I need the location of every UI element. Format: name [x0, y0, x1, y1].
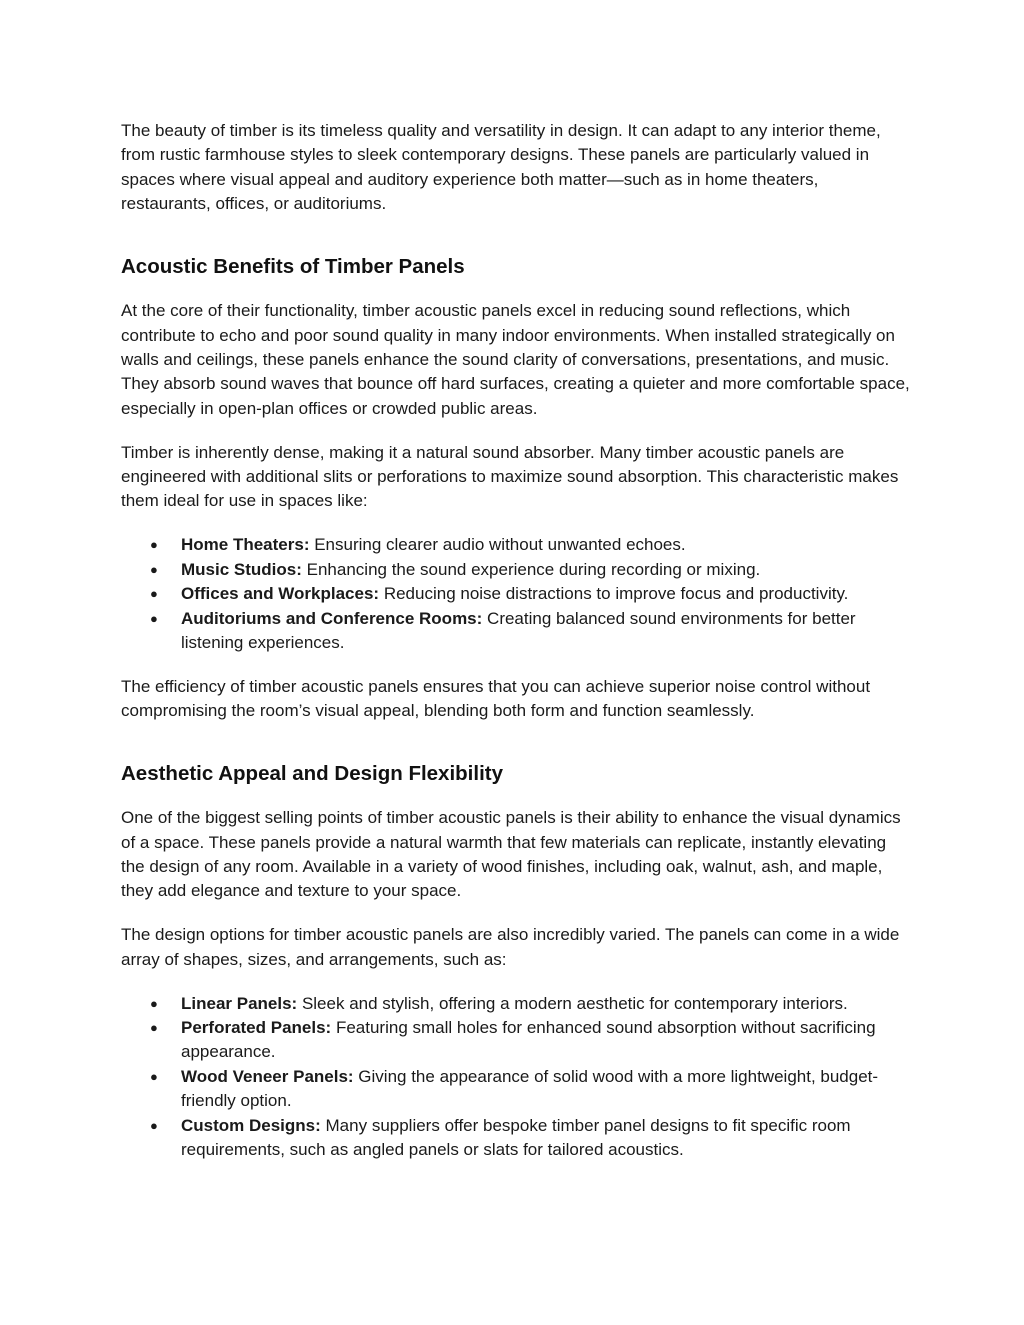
bullet-term: Music Studios: [181, 559, 302, 579]
bullet-text: Sleek and stylish, offering a modern aesthetic for contemporary interiors. [297, 993, 848, 1013]
section-heading-aesthetic: Aesthetic Appeal and Design Flexibility [121, 761, 503, 785]
acoustic-paragraph-3: The efficiency of timber acoustic panels ensures that you can achieve superior noise control without compromising the room’s visual appeal, blending both form and function seamlessly. [121, 676, 871, 721]
bullet-text: Reducing noise distractions to improve focus and productivity. [379, 584, 849, 604]
acoustic-paragraph-2: Timber is inherently dense, making it a natural sound absorber. Many timber acoustic panels are engineered with additional slits or perforations to maximize sound absorption. This characteristic makes them ideal for use in spaces like: [121, 442, 899, 511]
list-item [121, 1065, 911, 1114]
bullet-text: Enhancing the sound experience during recording or mixing. [301, 559, 761, 579]
document-page [121, 119, 911, 1163]
bullet-term: Custom Designs: [181, 1115, 321, 1135]
bullet-text: Ensuring clearer audio without unwanted echoes. [309, 535, 686, 555]
bullet-icon: ● [150, 537, 158, 553]
bullet-text: Giving the appearance of solid wood with a more lightweight, budget-friendly option. [181, 1066, 879, 1111]
list-item [121, 1016, 911, 1065]
list-item [121, 607, 911, 656]
bullet-icon: ● [150, 1020, 158, 1036]
bullet-text: Many suppliers offer bespoke timber panel designs to fit specific room requirements, such as angled panels or slats for tailored acoustics. [181, 1115, 851, 1160]
list-item [121, 992, 911, 1016]
bullet-term: Home Theaters: [181, 535, 310, 555]
bullet-icon: ● [150, 1068, 158, 1084]
list-item [121, 582, 911, 606]
bullet-term: Offices and Workplaces: [181, 584, 380, 604]
list-item [121, 1114, 911, 1163]
acoustic-bullet-list [121, 533, 911, 655]
intro-paragraph: The beauty of timber is its timeless quality and versatility in design. It can adapt to any interior theme, from rustic farmhouse styles to sleek contemporary designs. These panels are particularly valued in spaces where visual appeal and auditory experience both matter—such as in home theaters, restaurants, offices, or auditoriums. [121, 121, 881, 214]
bullet-term: Linear Panels: [181, 993, 298, 1013]
bullet-icon: ● [150, 561, 158, 577]
bullet-text: Featuring small holes for enhanced sound absorption without sacrificing appearance. [181, 1018, 876, 1062]
aesthetic-paragraph-1: One of the biggest selling points of timber acoustic panels is their ability to enhance the visual dynamics of a space. These panels provide a natural warmth that few materials can replicate, instantly elevating the design of any room. Available in a variety of wood finishes, including oak, walnut, ash, and maple, they add elegance and texture to your space. [121, 808, 901, 901]
bullet-text: Creating balanced sound environments for better listening experiences. [181, 608, 856, 652]
aesthetic-paragraph-2: The design options for timber acoustic panels are also incredibly varied. The panels can come in a wide array of shapes, sizes, and arrangements, such as: [121, 925, 900, 969]
bullet-icon: ● [150, 586, 158, 602]
bullet-icon: ● [150, 1117, 158, 1133]
aesthetic-bullet-list [121, 992, 911, 1163]
bullet-icon: ● [150, 610, 158, 626]
list-item [121, 558, 911, 582]
acoustic-paragraph-1: At the core of their functionality, timber acoustic panels excel in reducing sound reflections, which contribute to echo and poor sound quality in many indoor environments. When installed strategically on walls and ceilings, these panels enhance the sound clarity of conversations, presentations, and music. They absorb sound waves that bounce off hard surfaces, creating a quieter and more comfortable space, especially in open-plan offices or crowded public areas. [121, 301, 910, 418]
bullet-term: Auditoriums and Conference Rooms: [181, 608, 483, 628]
bullet-icon: ● [150, 995, 158, 1011]
bullet-term: Wood Veneer Panels: [181, 1066, 354, 1086]
bullet-term: Perforated Panels: [181, 1018, 332, 1038]
section-heading-acoustic: Acoustic Benefits of Timber Panels [121, 254, 465, 278]
list-item [121, 533, 911, 557]
